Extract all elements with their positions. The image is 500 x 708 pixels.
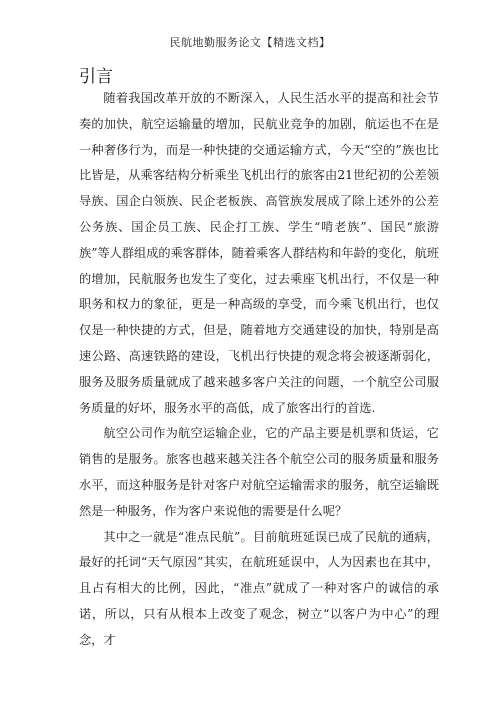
paragraph-1: 随着我国改革开放的不断深入，人民生活水平的提高和社会节奏的加快，航空运输量的增加，民航业竞争的加剧，航运也不在是一种奢侈行为，而是一种快捷的交通运输方式，今天“空的”族也比比皆是，从乘客结构分析乘坐飞机出行的旅客由21世纪初的公差领导族、国企白领族、民企老板族、高管族发展成了除上述外的公差公务族、国企员工族、民企打工族、学生“啃老族”、国民“旅游族”等人群组成的乘客群体，随着乘客人群结构和年龄的变化，航班的增加，民航服务也发生了变化，过去乘座飞机出行，不仅是一种职务和权力的象征，更是一种高级的享受，而今乘飞机出行，也仅仅是一种快捷的方式，但是，随着地方交通建设的加快，特别是高速公路、高速铁路的建设，飞机出行快捷的观念将会被逐渐弱化，服务及服务质量就成了越来越多客户关注的问题，一个航空公司服务质量的好坏，服务水平的高低，成了旅客出行的首选. — [79, 91, 439, 415]
paragraph-2: 航空公司作为航空运输企业，它的产品主要是机票和货运，它销售的是服务。旅客也越来越关注各个航空公司的服务质量和服务水平，而这种服务是针对客户对航空运输需求的服务，航空运输既然是一种服务，作为客户来说他的需要是什么呢？ — [79, 426, 439, 518]
paragraph-3: 其中之一就是“准点民航”。目前航班延误已成了民航的通病，最好的托词“天气原因”其实，在航班延误中，人为因素也在其中，且占有相大的比例，因此，“准点”就成了一种对客户的诚信的承诺，所以，只有从根本上改变了观念，树立“以客户为中心”的理念，才 — [79, 529, 439, 647]
section-title: 引言 — [79, 67, 113, 87]
running-header: 民航地勤服务论文【精选文档】 — [169, 36, 331, 49]
body-text — [79, 86, 439, 654]
